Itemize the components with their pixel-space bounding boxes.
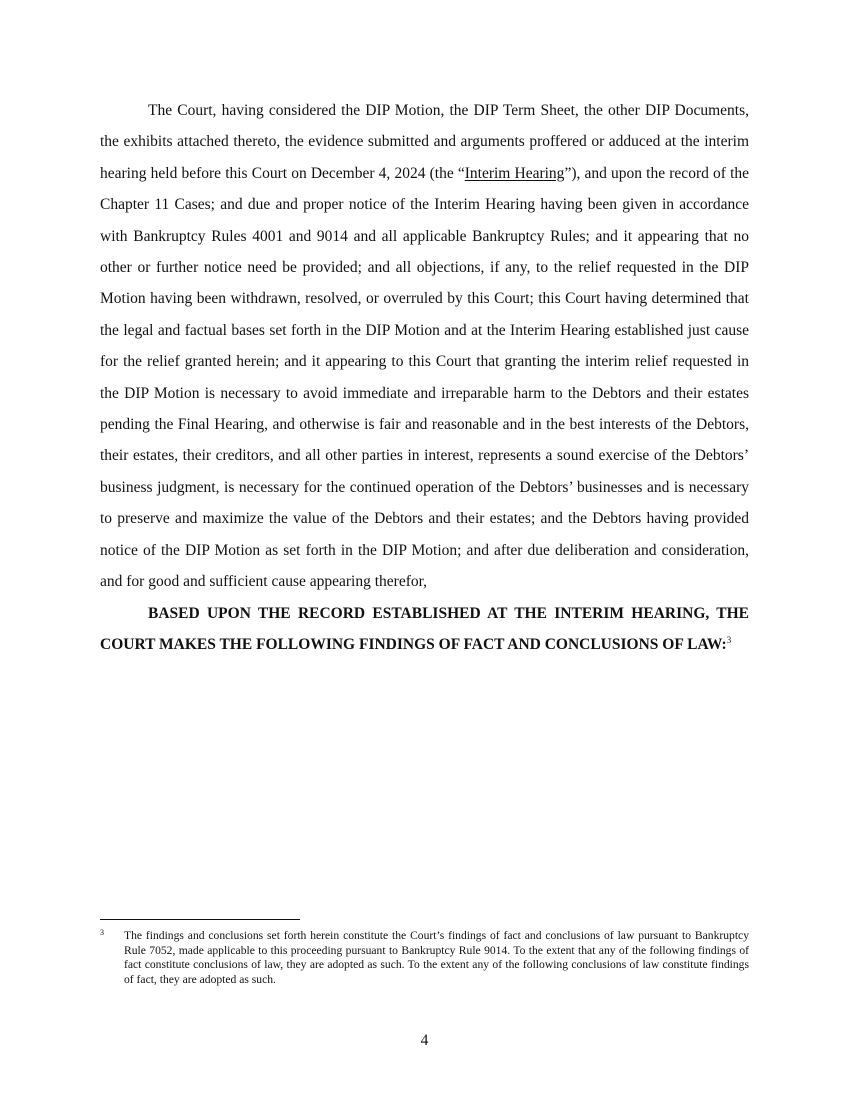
footnote-number: 3 <box>100 928 104 937</box>
page-number: 4 <box>420 1032 429 1049</box>
defined-term-interim-hearing: Interim Hearing <box>464 164 565 182</box>
paragraph-recitals <box>100 95 749 598</box>
body-text <box>100 95 749 660</box>
footnote <box>100 929 749 987</box>
findings-heading <box>100 598 749 661</box>
paragraph-recitals-part-2: ”), and upon the record of the Chapter 11 Cases; and due and proper notice of the Interim Hearing having been given in accordance with Bankruptcy Rules 4001 and 9014 and all applicable Bankruptcy Rules; and it appearing that no other or further notice need be provided; and all objections, if any, to the relief requested in the DIP Motion having been withdrawn, resolved, or overruled by this Court; this Court having determined that the legal and factual bases set forth in the DIP Motion and at the Interim Hearing established just cause for the relief granted herein; and it appearing to this Court that granting the interim relief requested in the DIP Motion is necessary to avoid immediate and irreparable harm to the Debtors and their estates pending the Final Hearing, and otherwise is fair and reasonable and in the best interests of the Debtors, their estates, their creditors, and all other parties in interest, represents a sound exercise of the Debtors’ business judgment, is necessary for the continued operation of the Debtors’ businesses and is necessary to preserve and maximize the value of the Debtors and their estates; and the Debtors having provided notice of the DIP Motion as set forth in the DIP Motion; and after due deliberation and consideration, and for good and sufficient cause appearing therefor, <box>100 164 749 591</box>
footnote-reference[interactable]: 3 <box>726 634 732 645</box>
footnote-divider <box>100 919 300 920</box>
paragraph-recitals-part-1: The Court, having considered the DIP Motion, the DIP Term Sheet, the other DIP Documents, the exhibits attached thereto, the evidence submitted and arguments proffered or adduced at the interim hearing held before this Court on December 4, 2024 (the “ <box>100 102 749 182</box>
findings-heading-text: BASED UPON THE RECORD ESTABLISHED AT THE INTERIM HEARING, THE COURT MAKES THE FOLLOWING FINDINGS OF FACT AND CONCLUSIONS OF LAW: <box>100 604 749 653</box>
footnote-text: The findings and conclusions set forth herein constitute the Court’s findings of fact and conclusions of law pursuant to Bankruptcy Rule 7052, made applicable to this proceeding pursuant to Bankruptcy Rule 9014. To the extent that any of the following findings of fact constitute conclusions of law, they are adopted as such. To the extent any of the following conclusions of law constitute findings of fact, they are adopted as such. <box>124 929 749 986</box>
